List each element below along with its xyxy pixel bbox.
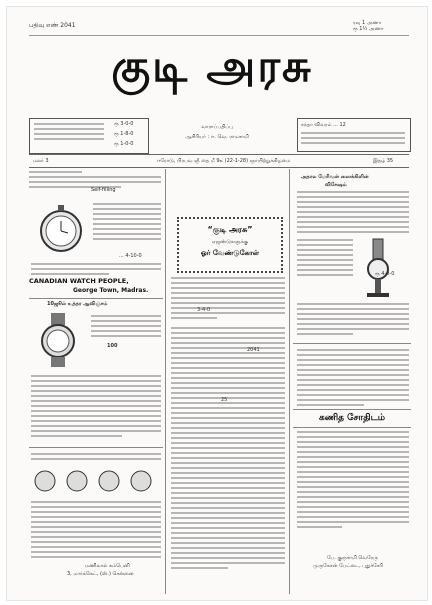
watch-row-icon [33,467,161,495]
date-line: ஈரோடு, பிரபவ ஞீ தை மீ 9௨ (22-1-28) ஞாயிற்றுக்கிழமை [157,158,291,164]
watch-pricing-value: 100 [107,343,118,349]
newspaper-title: குடி அரசு [111,41,313,92]
editor-name: ஆசிரியர் : ஈ. வெ. ராமசாமி [185,134,249,140]
box-subtitle-2: ஓர் வேண்டுகோள் [200,249,260,257]
right-footer-address: முருகேசன் பேட்டை, புதுச்சேரி [313,563,384,569]
price-line: ரவு 1 அணா [353,20,382,26]
issue-number: இதழ் 35 [373,158,394,164]
top-right-prices [353,20,383,32]
subscription-rate: ரூ 1-8-0 [114,131,134,137]
footer-address: 3, மார்க்கெட், (ஸ்.) சென்னை [67,571,134,577]
notice-box [297,118,411,152]
watch-pricing-heading: 10ஜூல் உத்தர ஆவிஞ்சம் [47,301,108,307]
company-address: George Town, Madras. [73,287,149,294]
subscription-box [29,118,149,154]
volume-number: மலர் 3 [33,158,49,164]
center-value: 25 [221,397,228,403]
price-line: ரூ 1½ அணா [353,26,384,32]
edition-label: வாராப்பதிப்பு [201,124,233,130]
agents-request-box [177,217,283,273]
wrist-watch-icon [33,311,85,369]
box-subtitle: ஏஜண்டுகளுக்கு [211,239,249,245]
subscription-rate: ரூ 1-0-0 [114,141,134,147]
cycle-ad-heading: அதால மேரிவன் ஸைக்கிளின் [301,174,369,180]
box-title: “குடி அரசு” [207,225,253,234]
center-number: 2041 [247,347,260,353]
pocket-watch-icon [33,197,89,257]
center-value: 3-4-0 [197,307,211,313]
registration-number: பதிவு எண் 2041 [29,22,76,29]
right-footer-name: பே. குருசாமி வெரேரு [327,555,378,561]
company-name: CANADIAN WATCH PEOPLE, [29,277,129,285]
lamp-illustration-icon [355,235,407,299]
cycle-ad-sub: விசேஷம் [325,182,347,188]
watch-price: ... 4-10-0 [119,253,142,259]
subscription-rate: ரூ 3-0-0 [114,121,134,127]
cycle-price: ரூ 4-0-0 [375,271,395,277]
footer-company: மணிலால் கம்பெனி [85,563,130,569]
kanitha-title: கணித சோதிடம் [319,413,385,423]
newspaper-page [6,6,428,601]
notice-line: சந்தா விவரம் ... 12 [301,122,346,128]
self-filling-label: Self-filling [91,187,116,193]
